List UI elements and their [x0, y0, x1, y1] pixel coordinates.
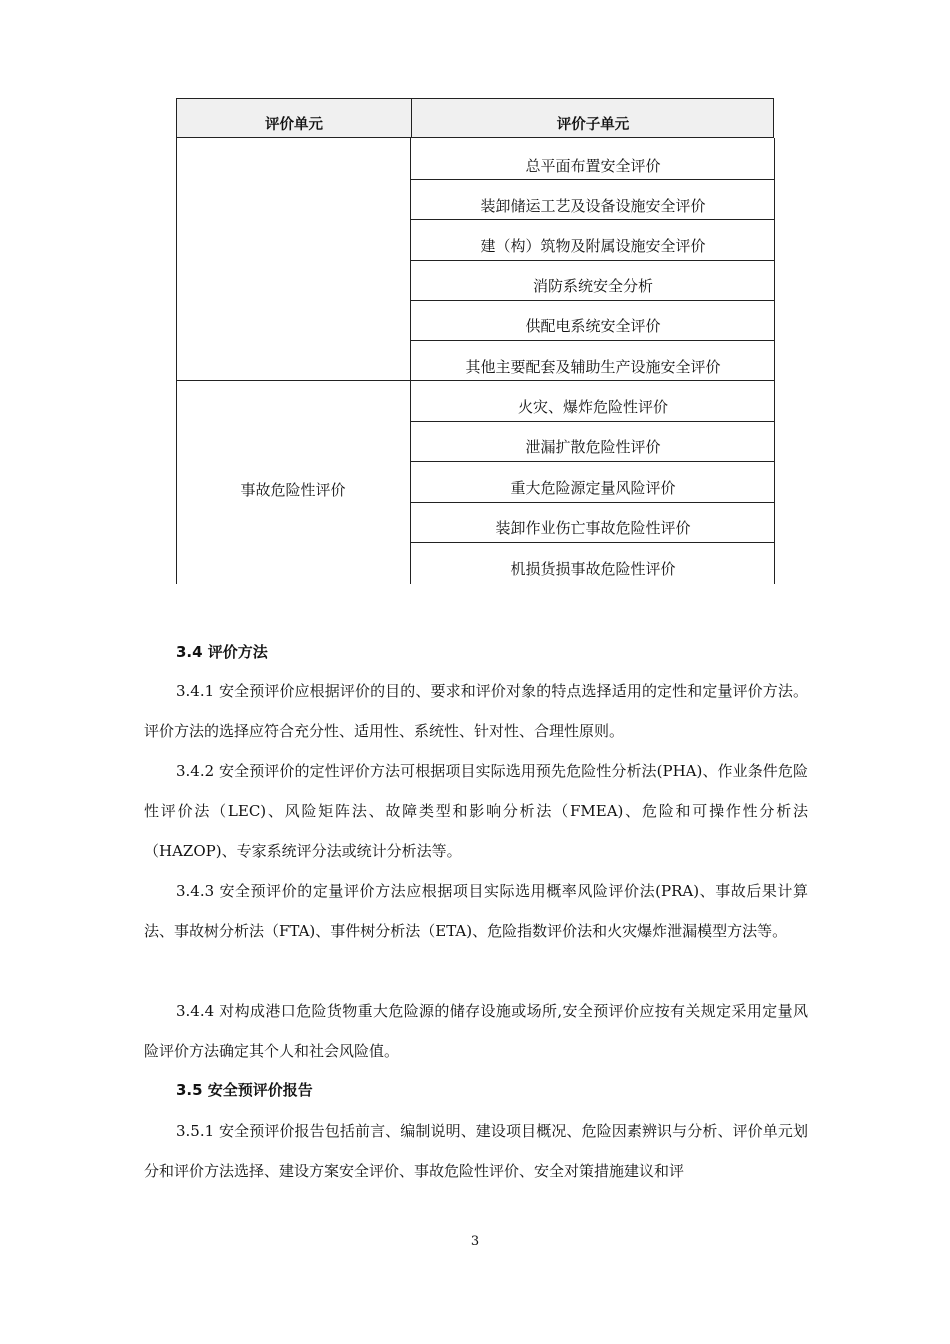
- row-divider: [410, 300, 775, 301]
- group-divider: [176, 380, 775, 381]
- paragraph-3-4-1: 3.4.1 安全预评价应根据评价的目的、要求和评价对象的特点选择适用的定性和定量评价方法。评价方法的选择应符合充分性、适用性、系统性、针对性、合理性原则。: [144, 682, 808, 740]
- table-row: 重大危险源定量风险评价: [510, 479, 676, 497]
- table-row: 泄漏扩散危险性评价: [525, 438, 661, 456]
- section-heading-3-5: 3.5 安全预评价报告: [176, 1081, 313, 1099]
- section-heading-3-4: 3.4 评价方法: [176, 643, 268, 661]
- evaluation-unit-table: [176, 98, 776, 584]
- table-border-left: [176, 138, 177, 584]
- header-unit: 评价单元: [177, 99, 412, 137]
- row-divider: [410, 461, 775, 462]
- table-row: 消防系统安全分析: [532, 277, 653, 295]
- row-divider: [410, 502, 775, 503]
- paragraph-3-4-2: 3.4.2 安全预评价的定性评价方法可根据项目实际选用预先危险性分析法(PHA)、作业条件危险性评价法（LEC)、风险矩阵法、故障类型和影响分析法（FMEA)、危险和可操作性分析法（HAZOP)、专家系统评分法或统计分析法等。: [144, 762, 808, 860]
- paragraph-3-5-1: 3.5.1 安全预评价报告包括前言、编制说明、建设项目概况、危险因素辨识与分析、评价单元划分和评价方法选择、建设方案安全评价、事故危险性评价、安全对策措施建议和评: [144, 1122, 808, 1180]
- paragraph-3-4-4: 3.4.4 对构成港口危险货物重大危险源的储存设施或场所,安全预评价应按有关规定采用定量风险评价方法确定其个人和社会风险值。: [144, 1002, 808, 1060]
- row-divider: [410, 542, 775, 543]
- table-row: 其他主要配套及辅助生产设施安全评价: [465, 358, 721, 376]
- table-row: 装卸作业伤亡事故危险性评价: [495, 519, 691, 537]
- group-unit-label: 事故危险性评价: [240, 481, 346, 499]
- table-row: 建（构）筑物及附属设施安全评价: [480, 237, 706, 255]
- page-number: 3: [470, 1234, 480, 1249]
- table-row: 供配电系统安全评价: [525, 317, 661, 335]
- table-row: 装卸储运工艺及设备设施安全评价: [480, 197, 706, 215]
- row-divider: [410, 219, 775, 220]
- table-header: [176, 98, 774, 138]
- table-row: 总平面布置安全评价: [525, 157, 661, 175]
- table-row: 火灾、爆炸危险性评价: [517, 398, 668, 416]
- paragraph-3-4-3: 3.4.3 安全预评价的定量评价方法应根据项目实际选用概率风险评价法(PRA)、事故后果计算法、事故树分析法（FTA)、事件树分析法（ETA)、危险指数评价法和火灾爆炸泄漏模型方法等。: [144, 882, 808, 940]
- header-subunit: 评价子单元: [556, 117, 630, 133]
- row-divider: [410, 260, 775, 261]
- row-divider: [410, 179, 775, 180]
- table-row: 机损货损事故危险性评价: [510, 560, 676, 578]
- row-divider: [410, 421, 775, 422]
- row-divider: [410, 340, 775, 341]
